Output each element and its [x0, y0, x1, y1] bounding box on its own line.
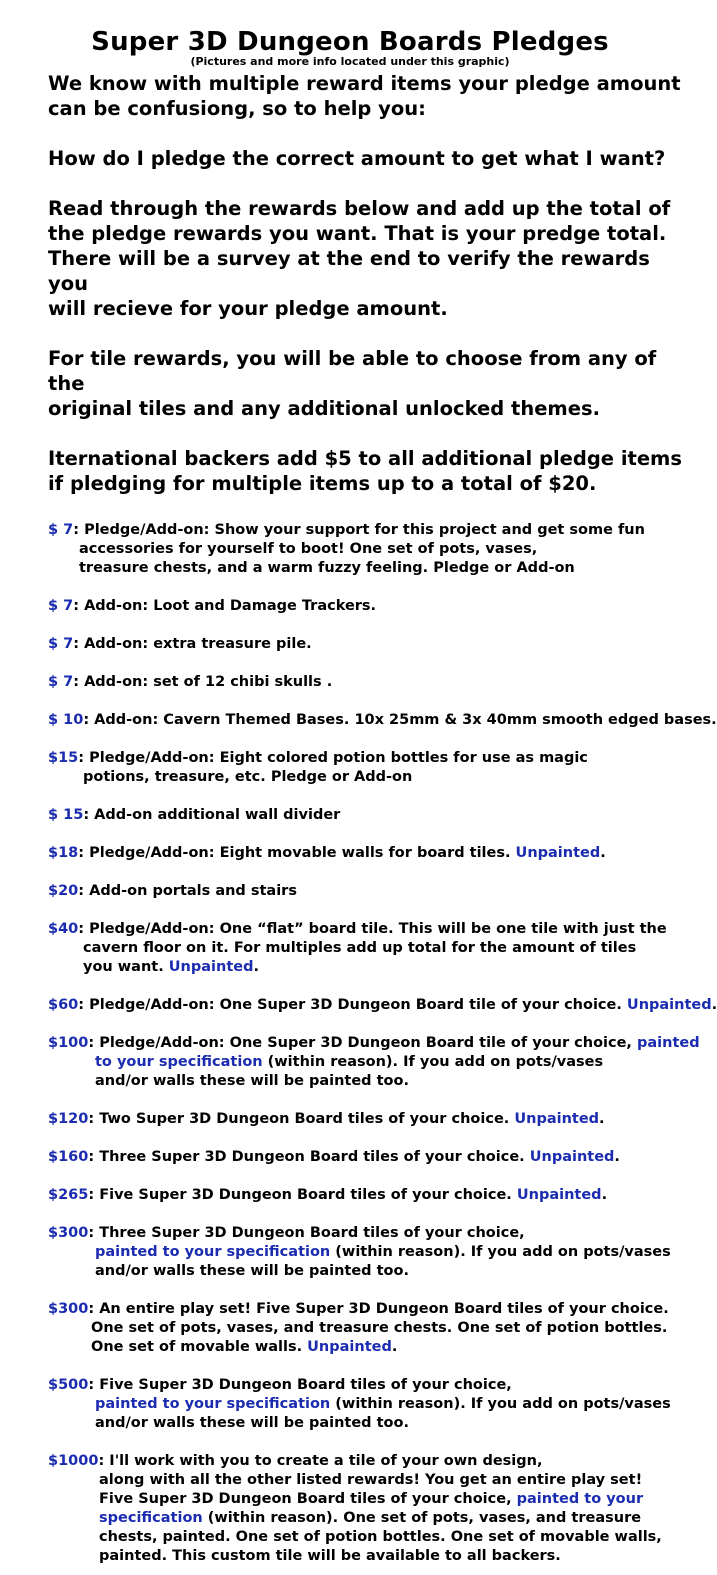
intro-section [48, 71, 688, 496]
reward-text: : Add-on additional wall divider [83, 807, 341, 823]
reward-item [48, 1034, 700, 1091]
reward-text: : Three Super 3D Dungeon Board tiles of your choice, [88, 1225, 525, 1241]
reward-text: . [599, 1111, 605, 1127]
reward-first-line [48, 996, 717, 1015]
reward-continuation-line [48, 559, 688, 578]
reward-text: : An entire play set! Five Super 3D Dungeon Board tiles of your choice. [88, 1301, 669, 1317]
reward-text: (within reason). If you add on pots/vases [330, 1244, 671, 1260]
reward-price: $265 [48, 1187, 89, 1203]
reward-text: along with all the other listed rewards! You get an entire play set! [99, 1472, 643, 1488]
reward-first-line [48, 1186, 688, 1205]
reward-text: : Add-on: extra treasure pile. [73, 636, 312, 652]
reward-continuation-line [48, 1414, 688, 1433]
reward-text: One set of pots, vases, and treasure chests. One set of potion bottles. [91, 1320, 668, 1336]
reward-price: $40 [48, 921, 79, 937]
reward-item [48, 635, 688, 654]
intro-paragraph: Iternational backers add $5 to all additional pledge items if pledging for multiple items up to a total of $20. [48, 447, 682, 495]
highlighted-text: painted [637, 1035, 700, 1051]
reward-item [48, 1452, 688, 1566]
reward-text: . [253, 959, 259, 975]
reward-item [48, 1224, 688, 1281]
reward-text: : Add-on portals and stairs [78, 883, 297, 899]
reward-text: . [614, 1149, 620, 1165]
reward-first-line [48, 1224, 688, 1243]
reward-text: cavern floor on it. For multiples add up total for the amount of tiles [83, 940, 637, 956]
reward-continuation-line [48, 1319, 688, 1338]
reward-continuation-line [48, 1395, 688, 1414]
reward-text: : Five Super 3D Dungeon Board tiles of your choice, [88, 1377, 512, 1393]
reward-price: $300 [48, 1225, 89, 1241]
highlighted-text: Unpainted [515, 845, 601, 861]
reward-item [48, 920, 688, 977]
page-title: Super 3D Dungeon Boards Pledges [91, 27, 609, 57]
reward-text: : Add-on: Loot and Damage Trackers. [73, 598, 377, 614]
reward-first-line [48, 1034, 700, 1053]
reward-item [48, 711, 717, 730]
reward-text: accessories for yourself to boot! One set of pots, vases, [79, 541, 538, 557]
reward-text: treasure chests, and a warm fuzzy feeling. Pledge or Add-on [79, 560, 575, 576]
reward-first-line [48, 1110, 688, 1129]
reward-text: : Pledge/Add-on: One Super 3D Dungeon Board tile of your choice. [78, 997, 627, 1013]
reward-text: . [601, 1187, 608, 1203]
reward-continuation-line [48, 1547, 688, 1566]
reward-price: $15 [48, 750, 79, 766]
reward-first-line [48, 1376, 688, 1395]
reward-continuation-line [48, 1262, 688, 1281]
reward-text: : I'll work with you to create a tile of your own design, [98, 1453, 543, 1469]
reward-text: . [600, 845, 606, 861]
reward-item [48, 1148, 688, 1167]
reward-item [48, 1110, 688, 1129]
reward-item [48, 597, 688, 616]
reward-price: $120 [48, 1111, 89, 1127]
reward-text: and/or walls these will be painted too. [95, 1073, 409, 1089]
reward-text: : Pledge/Add-on: One Super 3D Dungeon Board tile of your choice, [88, 1035, 637, 1051]
reward-continuation-line [48, 1528, 688, 1547]
reward-text: One set of movable walls. [91, 1339, 308, 1355]
reward-continuation-line [48, 1053, 688, 1072]
intro-paragraph: For tile rewards, you will be able to choose from any of the original tiles and any additional unlocked themes. [48, 347, 657, 420]
reward-text: potions, treasure, etc. Pledge or Add-on [83, 769, 413, 785]
reward-first-line [48, 1300, 688, 1319]
intro-paragraph: Read through the rewards below and add up the total of the pledge rewards you want. That is your predge total. There will be a survey at the end to verify the rewards you will recieve for your pledge amount. [48, 197, 671, 320]
reward-price: $300 [48, 1301, 89, 1317]
reward-first-line [48, 635, 688, 654]
reward-continuation-line [48, 1072, 688, 1091]
reward-price: $ 15 [48, 807, 84, 823]
reward-first-line [48, 521, 688, 540]
reward-text: and/or walls these will be painted too. [95, 1263, 409, 1279]
highlighted-text: painted to your specification [95, 1244, 331, 1260]
highlighted-text: Unpainted [168, 959, 254, 975]
reward-continuation-line [48, 1338, 688, 1357]
reward-price: $18 [48, 845, 79, 861]
reward-text: chests, painted. One set of potion bottles. One set of movable walls, [99, 1529, 662, 1545]
reward-continuation-line [48, 958, 688, 977]
reward-text: and/or walls these will be painted too. [95, 1415, 409, 1431]
reward-text: . [391, 1339, 398, 1355]
reward-text: : Pledge/Add-on: Eight colored potion bottles for use as magic [78, 750, 588, 766]
highlighted-text: Unpainted [516, 1187, 602, 1203]
reward-price: $ 7 [48, 522, 74, 538]
reward-text: : Pledge/Add-on: Eight movable walls for board tiles. [78, 845, 516, 861]
highlighted-text: specification [99, 1510, 203, 1526]
highlighted-text: Unpainted [626, 997, 712, 1013]
reward-text: painted. This custom tile will be available to all backers. [99, 1548, 561, 1564]
reward-list [48, 521, 717, 1566]
reward-text: : Three Super 3D Dungeon Board tiles of your choice. [88, 1149, 530, 1165]
reward-item [48, 882, 688, 901]
reward-price: $500 [48, 1377, 89, 1393]
reward-text: : Pledge/Add-on: One “flat” board tile. This will be one tile with just the [78, 921, 667, 937]
reward-price: $20 [48, 883, 79, 899]
reward-continuation-line [48, 1243, 688, 1262]
highlighted-text: to your specification [95, 1054, 263, 1070]
reward-first-line [48, 920, 688, 939]
reward-item [48, 844, 688, 863]
reward-first-line [48, 882, 688, 901]
reward-text: (within reason). One set of pots, vases, and treasure [202, 1510, 642, 1526]
reward-price: $100 [48, 1035, 89, 1051]
reward-item [48, 1186, 688, 1205]
reward-first-line [48, 597, 688, 616]
reward-text: you want. [83, 959, 169, 975]
reward-first-line [48, 1148, 688, 1167]
reward-price: $ 7 [48, 674, 74, 690]
reward-text: : Five Super 3D Dungeon Board tiles of your choice. [88, 1187, 517, 1203]
reward-price: $1000 [48, 1453, 99, 1469]
reward-text: : Pledge/Add-on: Show your support for this project and get some fun [73, 522, 645, 538]
highlighted-text: Unpainted [529, 1149, 615, 1165]
highlighted-text: painted to your specification [95, 1396, 331, 1412]
reward-price: $ 7 [48, 636, 74, 652]
reward-text: . [711, 997, 717, 1013]
reward-price: $160 [48, 1149, 89, 1165]
reward-item [48, 521, 688, 578]
reward-continuation-line [48, 768, 688, 787]
intro-question: How do I pledge the correct amount to get what I want? [48, 147, 666, 170]
reward-first-line [48, 1452, 688, 1471]
reward-text: : Add-on: set of 12 chibi skulls . [73, 674, 333, 690]
reward-item [48, 996, 717, 1015]
reward-continuation-line [48, 939, 688, 958]
reward-item [48, 673, 688, 692]
reward-item [48, 1300, 688, 1357]
intro-paragraph: We know with multiple reward items your pledge amount can be confusiong, so to help you: [48, 72, 681, 120]
reward-first-line [48, 673, 688, 692]
page-subtitle: (Pictures and more info located under this graphic) [190, 55, 510, 68]
reward-item [48, 749, 688, 787]
reward-continuation-line [48, 1490, 688, 1509]
reward-text: Five Super 3D Dungeon Board tiles of your choice, [99, 1491, 517, 1507]
highlighted-text: Unpainted [514, 1111, 600, 1127]
reward-first-line [48, 844, 688, 863]
highlighted-text: painted to your [516, 1491, 644, 1507]
reward-text: (within reason). If you add on pots/vases [330, 1396, 671, 1412]
reward-price: $ 10 [48, 712, 84, 728]
reward-continuation-line [48, 540, 688, 559]
reward-first-line [48, 749, 688, 768]
reward-first-line [48, 711, 717, 730]
reward-item [48, 806, 688, 825]
reward-first-line [48, 806, 688, 825]
reward-text: : Add-on: Cavern Themed Bases. 10x 25mm & 3x 40mm smooth edged bases. [83, 712, 717, 728]
highlighted-text: Unpainted [307, 1339, 392, 1355]
reward-text: (within reason). If you add on pots/vases [262, 1054, 604, 1070]
reward-price: $ 7 [48, 598, 74, 614]
reward-item [48, 1376, 688, 1433]
reward-text: : Two Super 3D Dungeon Board tiles of your choice. [88, 1111, 515, 1127]
reward-continuation-line [48, 1471, 688, 1490]
reward-price: $60 [48, 997, 79, 1013]
reward-continuation-line [48, 1509, 688, 1528]
